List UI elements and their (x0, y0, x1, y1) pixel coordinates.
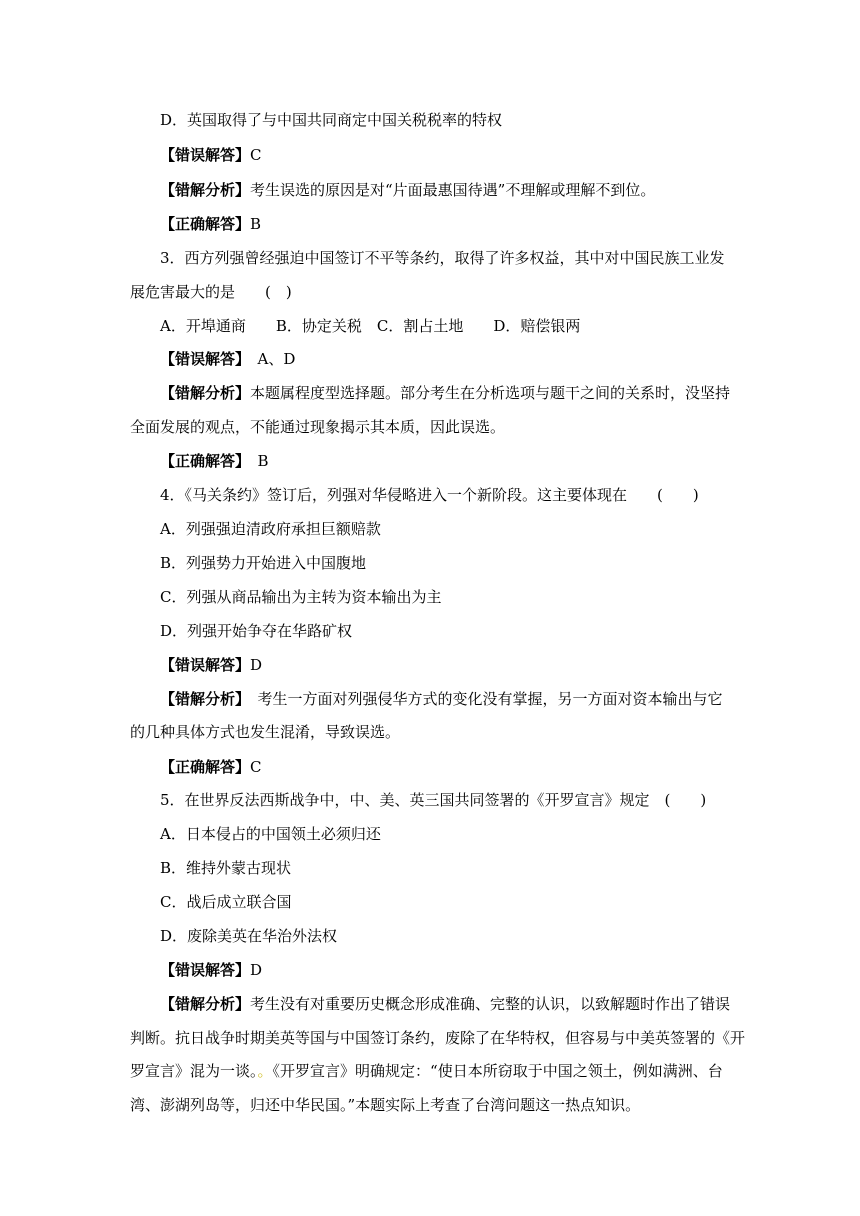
option-d-text (160, 110, 730, 130)
q5-option-c-text: C．战后成立联合国 (160, 893, 292, 911)
wrong-answer-tag: 【错误解答】 (160, 146, 251, 164)
correct-answer-line (160, 214, 730, 234)
question-4-text: 4．《马关条约》签订后，列强对华侵略进入一个新阶段。这主要体现在 ( ) (160, 486, 699, 504)
q5-analysis-line-1 (160, 994, 730, 1014)
q5-analysis-text-2: 判断。抗日战争时期美英等国与中国签订条约，废除了在华特权，但容易与中美英签署的《开 (130, 1029, 746, 1047)
q4-analysis-text-2: 的几种具体方式也发生混淆，导致误选。 (130, 723, 401, 741)
q4-option-b-text: B．列强势力开始进入中国腹地 (160, 554, 367, 572)
q5-analysis-line-2 (130, 1028, 746, 1048)
q5-analysis-line-3 (130, 1061, 723, 1081)
q3-correct-answer-tag: 【正确解答】 (160, 452, 243, 470)
question-3-line-1: 3．西方列强曾经强迫中国签订不平等条约，取得了许多权益，其中对中国民族工业发 (160, 249, 725, 267)
q4-analysis-line-2 (130, 722, 700, 742)
q5-analysis-text-1: 考生没有对重要历史概念形成准确、完整的认识，以致解题时作出了错误 (250, 995, 731, 1013)
question-3-line-2: 展危害最大的是 ( ) (130, 283, 292, 301)
q5-analysis-line-4 (130, 1095, 700, 1115)
q3-wrong-answer-line (160, 349, 730, 369)
q5-analysis-mark: 。 (257, 1062, 273, 1080)
q4-analysis-line-1 (160, 689, 730, 709)
q5-wrong-answer-tag: 【错误解答】 (160, 961, 251, 979)
q5-option-a-text: A．日本侵占的中国领土必须归还 (160, 825, 381, 843)
q3-analysis-text-1: 本题属程度型选择题。部分考生在分析选项与题干之间的关系时，没坚持 (250, 384, 731, 402)
q3-correct-answer-line (160, 451, 730, 471)
question-5-option-d (160, 926, 730, 946)
wrong-answer-line (160, 145, 730, 165)
question-4-option-c (160, 587, 730, 607)
q5-analysis-text-3b: 《开罗宣言》明确规定：“使日本所窃取于中国之领土，例如满洲、台 (272, 1062, 723, 1080)
q3-analysis-line-2 (130, 417, 700, 437)
q4-option-d-text: D．列强开始争夺在华路矿权 (160, 622, 353, 640)
q4-option-a-text: A．列强强迫清政府承担巨额赔款 (160, 520, 381, 538)
question-3-stem-cont (130, 282, 700, 302)
correct-answer-tag: 【正确解答】 (160, 215, 251, 233)
question-3-options (160, 316, 730, 336)
error-analysis-line (160, 180, 730, 200)
q4-analysis-text-1: 考生一方面对列强侵华方式的变化没有掌握，另一方面对资本输出与它 (242, 690, 723, 708)
wrong-answer-value: C (250, 146, 262, 164)
q4-wrong-answer-value: D (250, 656, 263, 674)
q4-correct-answer-tag: 【正确解答】 (160, 758, 251, 776)
q5-analysis-text-3a: 罗宣言》混为一谈。 (130, 1062, 258, 1080)
question-4-option-a (160, 519, 730, 539)
q4-wrong-answer-tag: 【错误解答】 (160, 656, 251, 674)
question-3-options-text: A．开埠通商 B．协定关税 C．割占土地 D．赔偿银两 (160, 317, 581, 335)
question-5-option-b (160, 858, 730, 878)
error-analysis-text: 考生误选的原因是对“片面最惠国待遇”不理解或理解不到位。 (250, 181, 656, 199)
question-4-option-b (160, 553, 730, 573)
correct-answer-value: B (250, 215, 262, 233)
q4-option-c-text: C．列强从商品输出为主转为资本输出为主 (160, 588, 442, 606)
question-5-text: 5．在世界反法西斯战争中，中、美、英三国共同签署的《开罗宣言》规定 ( ) (160, 791, 707, 809)
q4-correct-answer-line (160, 757, 730, 777)
q5-analysis-tag: 【错解分析】 (160, 995, 251, 1013)
q4-analysis-tag: 【错解分析】 (160, 690, 243, 708)
error-analysis-tag: 【错解分析】 (160, 181, 251, 199)
q5-option-d-text: D．废除美英在华治外法权 (160, 927, 338, 945)
question-5-option-a (160, 824, 730, 844)
q5-wrong-answer-value: D (250, 961, 263, 979)
question-4-stem (160, 485, 730, 505)
question-4-option-d (160, 621, 730, 641)
q3-analysis-tag: 【错解分析】 (160, 384, 251, 402)
q4-wrong-answer-line (160, 655, 730, 675)
question-5-stem (160, 790, 730, 810)
question-3-stem (160, 248, 730, 268)
q4-correct-answer-value: C (250, 758, 262, 776)
q5-option-b-text: B．维持外蒙古现状 (160, 859, 292, 877)
q5-analysis-text-4: 湾、澎湖列岛等，归还中华民国。”本题实际上考查了台湾问题这一热点知识。 (130, 1096, 641, 1114)
q3-analysis-line-1 (160, 383, 730, 403)
q3-correct-answer-value: B (242, 452, 269, 470)
option-d: D．英国取得了与中国共同商定中国关税税率的特权 (160, 111, 503, 129)
q3-wrong-answer-tag: 【错误解答】 (160, 350, 243, 368)
q5-wrong-answer-line (160, 960, 730, 980)
q3-analysis-text-2: 全面发展的观点，不能通过现象揭示其本质，因此误选。 (130, 418, 506, 436)
question-5-option-c (160, 892, 730, 912)
q3-wrong-answer-value: A、D (242, 350, 296, 368)
